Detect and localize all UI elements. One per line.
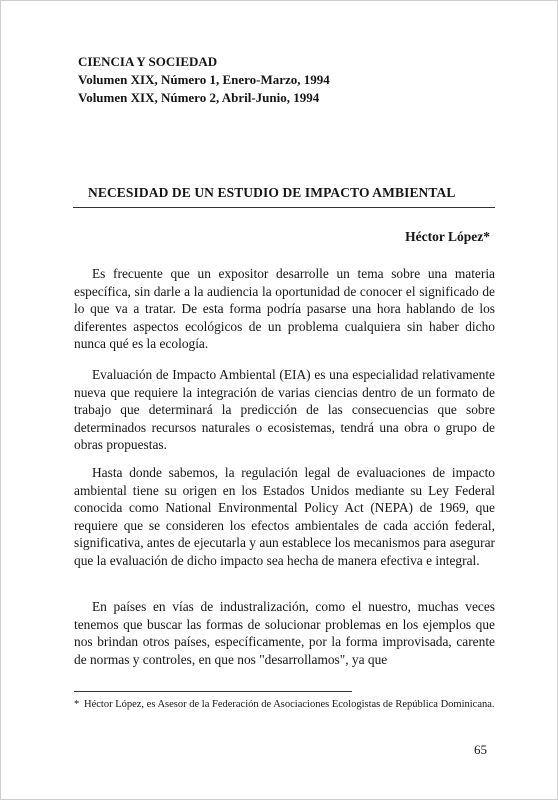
footnote	[74, 697, 495, 712]
issue-line-2: Volumen XIX, Número 2, Abril-Junio, 1994	[78, 90, 320, 105]
footnote-rule	[74, 691, 352, 692]
journal-header	[78, 53, 330, 107]
paragraph-text: Hasta donde sabemos, la regulación legal de evaluaciones de impacto ambiental tiene su origen en los Estados Unidos mediante su Ley Federal conocida como National Environmental Policy Act (NEPA) de 1969, que requiere que se consideren los efectos ambientales de cada acción federal, significativa, antes de ejecutarla y aun establece los mecanismos para asegurar que la evaluación de dicho impacto sea hecha de manera efectiva e integral.	[74, 465, 495, 568]
body-paragraph-3	[74, 464, 495, 570]
body-paragraph-1	[74, 265, 495, 353]
page-number: 65	[474, 742, 487, 757]
body-paragraph-2	[74, 366, 495, 454]
paragraph-text: Evaluación de Impacto Ambiental (EIA) es una especialidad relativamente nueva que requiere la integración de varias ciencias dentro de un formato de trabajo que determinará la predicción de las consecuencias que sobre determinados recursos naturales o ecosistemas, tendrá una obra o grupo de obras propuestas.	[74, 367, 495, 453]
footnote-marker: *	[74, 699, 80, 710]
article-title: NECESIDAD DE UN ESTUDIO DE IMPACTO AMBIENTAL	[88, 185, 456, 200]
author-name: Héctor López*	[405, 229, 490, 244]
issue-line-1: Volumen XIX, Número 1, Enero-Marzo, 1994	[78, 72, 330, 87]
journal-name: CIENCIA Y SOCIEDAD	[78, 54, 218, 69]
paragraph-text: Es frecuente que un expositor desarrolle un tema sobre una materia específica, sin darle a la audiencia la oportunidad de conocer el significado de lo que va a tratar. De esta forma podría pasarse una hora hablando de los diferentes aspectos ecológicos de un problema cualquiera sin haber dicho nunca qué es la ecología.	[74, 266, 495, 352]
body-paragraph-4	[74, 598, 495, 668]
paragraph-text: En países en vías de industralización, como el nuestro, muchas veces tenemos que buscar las formas de solucionar problemas en los ejemplos que nos brindan otros países, específicamente, por la forma improvisada, carente de normas y controles, en que nos "desarrollamos", ya que	[74, 599, 495, 667]
title-rule	[73, 207, 495, 208]
footnote-text: Héctor López, es Asesor de la Federación de Asociaciones Ecologistas de República Dominicana.	[84, 699, 495, 710]
